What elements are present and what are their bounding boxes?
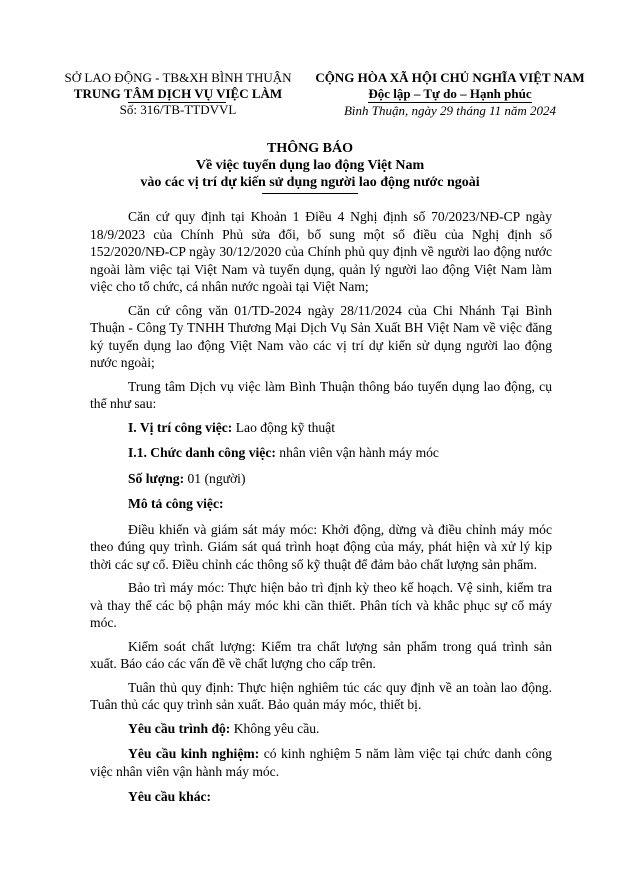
title-divider [262, 193, 358, 194]
job-duty-operate: Điều khiển và giám sát máy móc: Khởi động, dừng và điều chỉnh máy móc theo đúng quy trình. Giám sát quá trình hoạt động của máy, phát hiện và xử lý kịp thời các sự cố. Điều chỉnh các thông số kỹ thuật để đảm bảo chất lượng sản phẩm. [90, 521, 552, 572]
job-description-label: Mô tả công việc: [128, 496, 224, 511]
notice-subject-line1: Về việc tuyển dụng lao động Việt Nam [195, 158, 425, 173]
experience-requirement-label: Yêu cầu kinh nghiệm: [128, 746, 260, 761]
job-title-label: I.1. Chức danh công việc: [128, 445, 276, 460]
intro-paragraph: Trung tâm Dịch vụ việc làm Bình Thuận thông báo tuyển dụng lao động, cụ thể như sau: [90, 378, 552, 411]
education-requirement-line [90, 720, 552, 738]
issuer-block [58, 70, 298, 118]
job-position-value: Lao động kỹ thuật [232, 419, 336, 435]
job-position-line [90, 419, 552, 437]
issuer-underline [128, 102, 226, 103]
education-requirement-label: Yêu cầu trình độ: [128, 720, 231, 736]
issuer-department: SỞ LAO ĐỘNG - TB&XH BÌNH THUẬN [64, 70, 292, 85]
document-body [90, 208, 552, 814]
legal-basis-paragraph-1: Căn cứ quy định tại Khoản 1 Điều 4 Nghị định số 70/2023/NĐ-CP ngày 18/9/2023 của Chính Phủ sửa đổi, bổ sung một số điều của Nghị định số 152/2020/NĐ-CP ngày 30/12/2020 của Chính phủ quy định về người lao động nước ngoài làm việc tại Việt Nam và tuyển dụng, quản lý người lao động Việt Nam làm việc cho tổ chức, cá nhân nước ngoài tại Việt Nam; [90, 209, 552, 294]
quantity-label: Số lượng: [128, 470, 185, 486]
national-motto: Độc lập – Tự do – Hạnh phúc [368, 86, 532, 101]
document-number: Số: 316/TB-TTDVVL [119, 102, 237, 117]
document-header [0, 70, 620, 130]
job-duty-quality: Kiểm soát chất lượng: Kiểm tra chất lượng sản phẩm trong quá trình sản xuất. Báo cáo các vấn đề về chất lượng cho cấp trên. [90, 638, 552, 671]
education-requirement-value: Không yêu cầu. [230, 720, 320, 736]
experience-requirement-value: có kinh nghiệm 5 năm làm việc tại chức danh công việc nhân viên vận hành máy móc. [90, 746, 552, 779]
experience-requirement-line [90, 745, 552, 780]
job-title-value: nhân viên vận hành máy móc [275, 445, 439, 460]
other-requirements-line [90, 788, 552, 806]
notice-title: THÔNG BÁO [267, 141, 353, 156]
job-description-heading [90, 495, 552, 513]
place-date: Bình Thuận, ngày 29 tháng 11 năm 2024 [343, 103, 557, 118]
quantity-line [90, 470, 552, 488]
notice-title-block [0, 140, 620, 191]
job-duty-compliance: Tuân thủ quy định: Thực hiện nghiêm túc các quy định về an toàn lao động. Tuân thủ các quy trình sản xuất. Bảo quản máy móc, thiết bị. [90, 679, 552, 712]
issuer-center: TRUNG TÂM DỊCH VỤ VIỆC LÀM [73, 86, 283, 101]
notice-subject-line2: vào các vị trí dự kiến sử dụng người lao động nước ngoài [140, 175, 480, 190]
job-position-label: I. Vị trí công việc: [128, 419, 233, 435]
national-motto-block [300, 70, 600, 119]
job-title-line [90, 444, 552, 462]
other-requirements-label: Yêu cầu khác: [128, 789, 212, 804]
country-name: CỘNG HÒA XÃ HỘI CHỦ NGHĨA VIỆT NAM [315, 70, 585, 85]
legal-basis-paragraph-2: Căn cứ công văn 01/TD-2024 ngày 28/11/2024 của Chi Nhánh Tại Bình Thuận - Công Ty TNHH Thương Mại Dịch Vụ Sản Xuất BH Việt Nam về việc đăng ký tuyển dụng lao động Việt Nam vào các vị trí dự kiến sử dụng người lao động nước ngoài; [90, 302, 552, 370]
job-duty-maintain: Bảo trì máy móc: Thực hiện bảo trì định kỳ theo kế hoạch. Vệ sinh, kiểm tra và thay thế các bộ phận máy móc khi cần thiết. Phân tích và khắc phục sự cố máy móc. [90, 580, 552, 630]
quantity-value: 01 (người) [184, 470, 246, 486]
